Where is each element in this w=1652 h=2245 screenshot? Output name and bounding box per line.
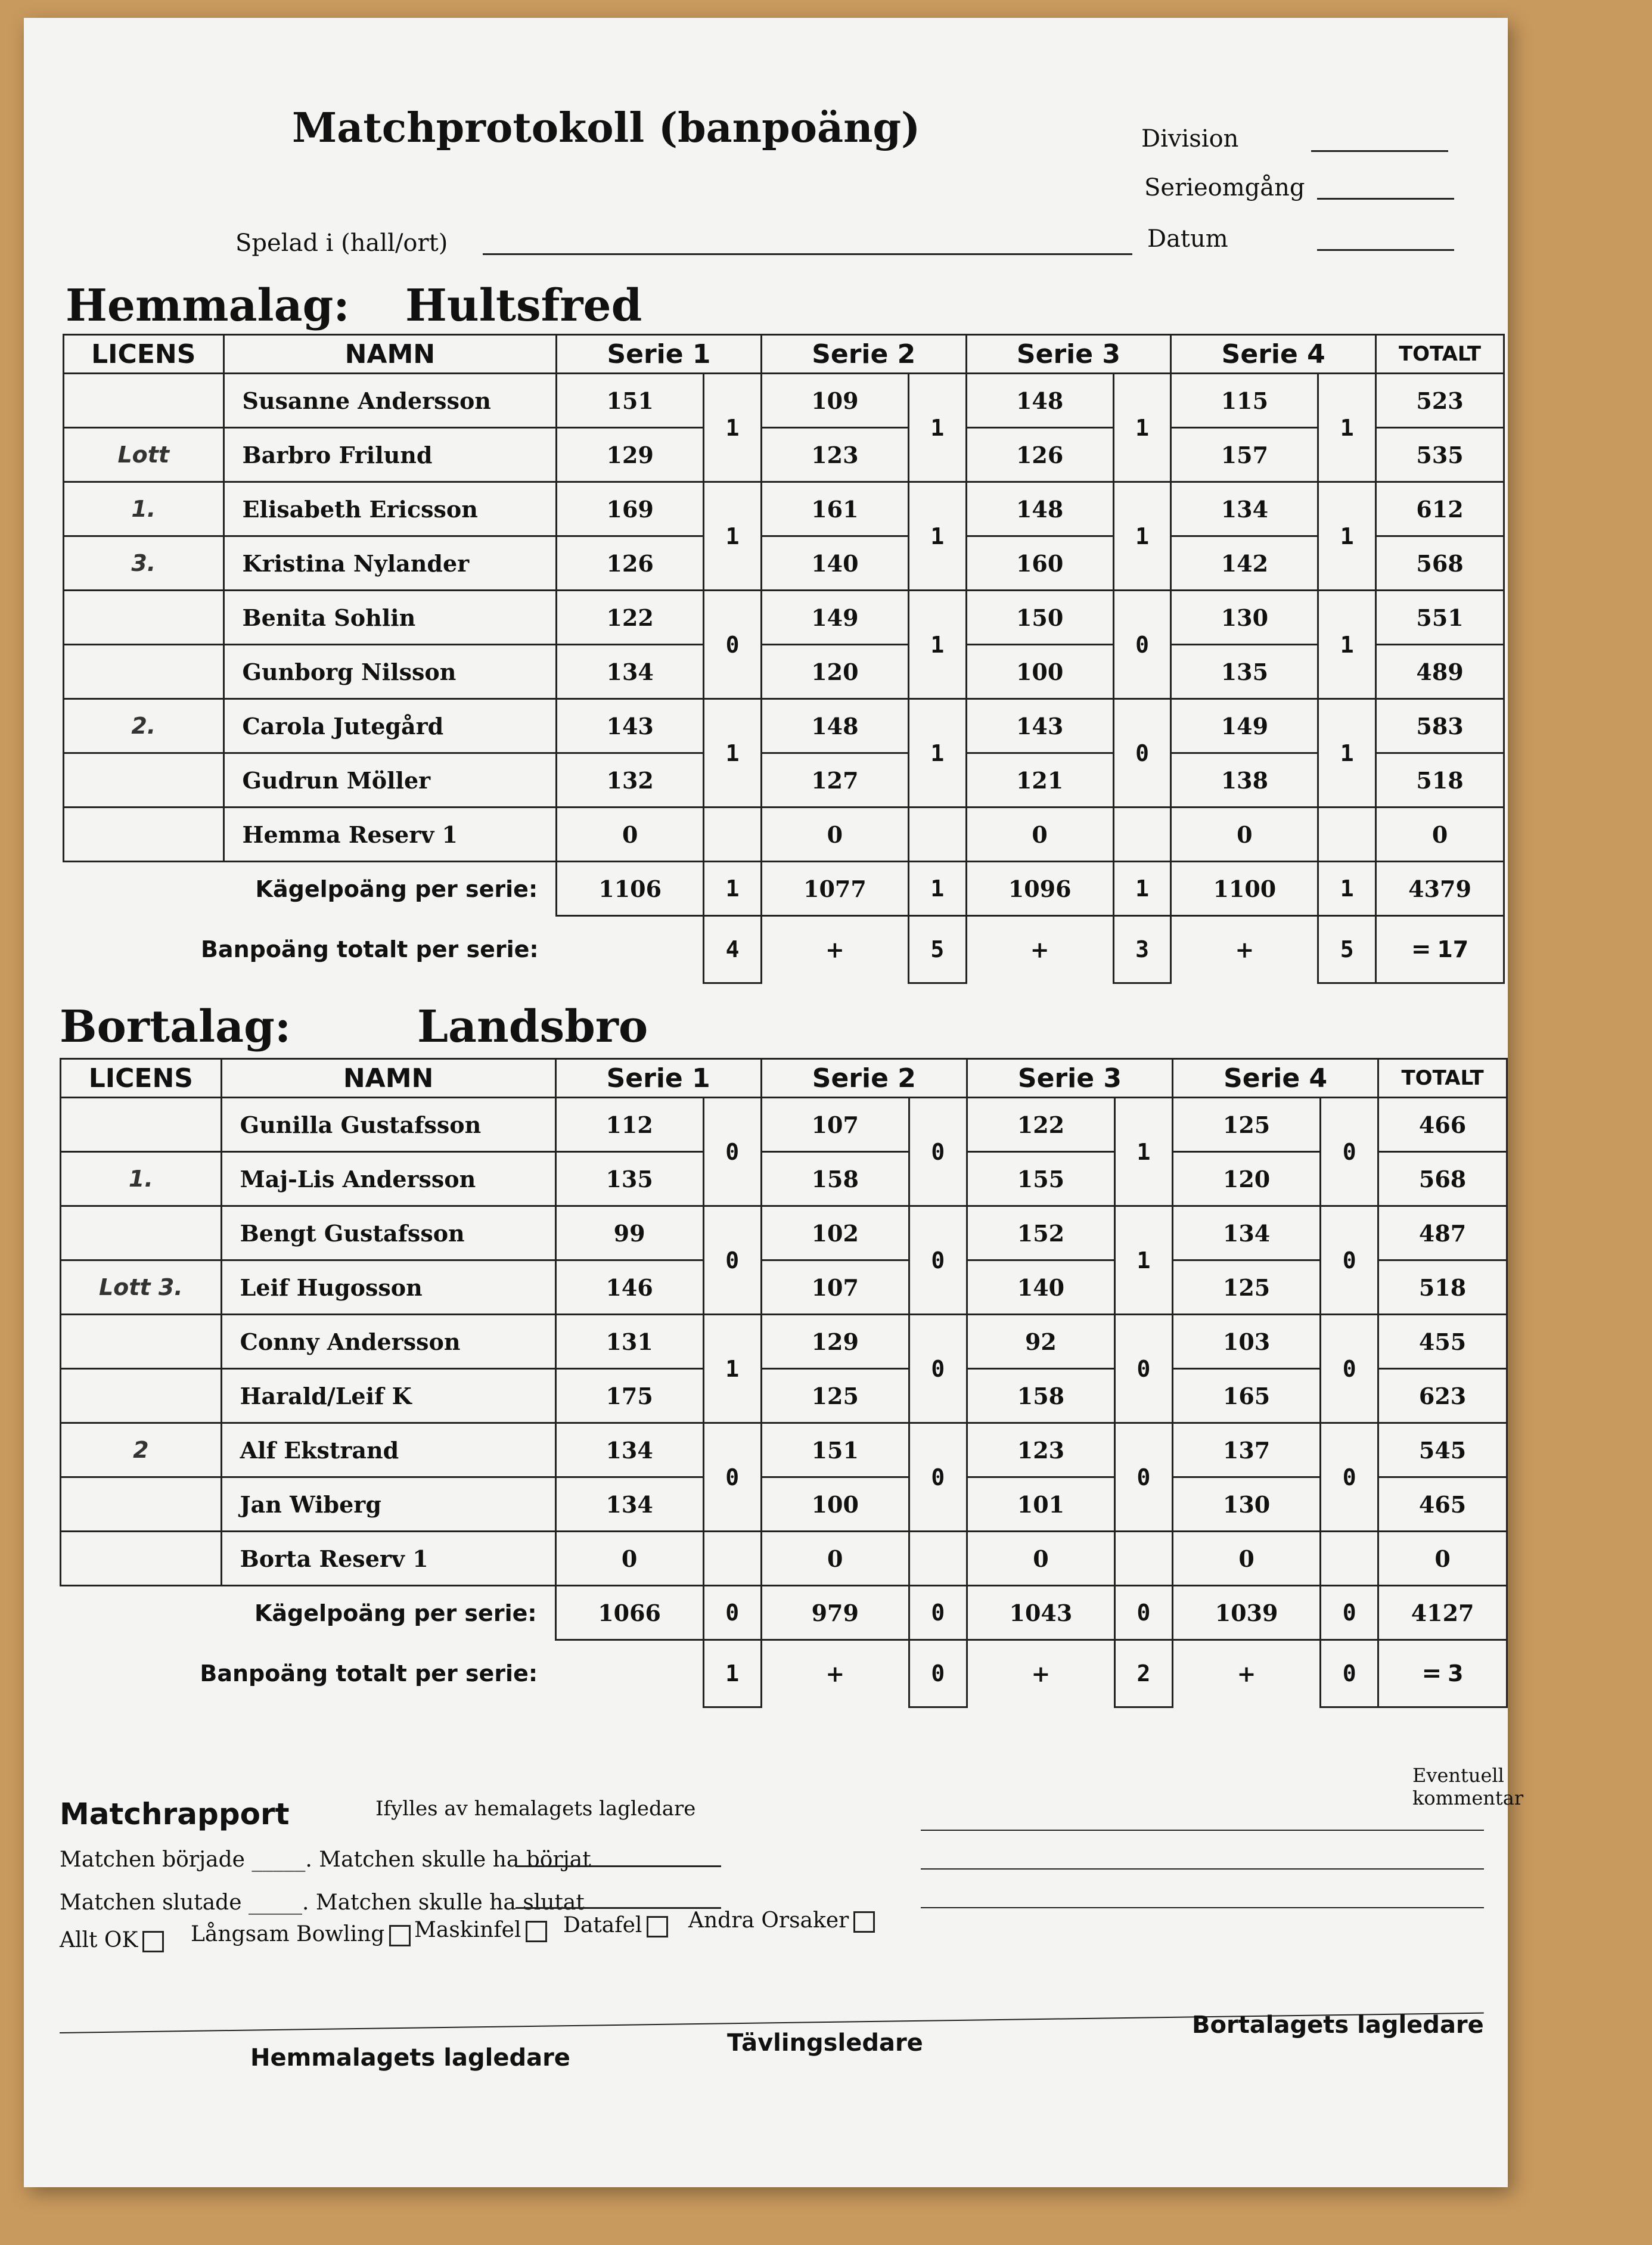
pair-point: 0	[1321, 1423, 1378, 1532]
pair-point: 0	[909, 1315, 967, 1423]
licens-cell[interactable]: Lott 3.	[61, 1260, 222, 1315]
serie-score: 115	[1171, 374, 1318, 428]
serie-score: 120	[761, 645, 908, 699]
kagel-sum: 1077	[761, 862, 908, 916]
ban-point: 5	[908, 916, 966, 983]
ended-label: Matchen slutade _____. Matchen skulle ha slutat	[60, 1890, 585, 1915]
licens-header: LICENS	[61, 1059, 222, 1098]
player-row	[61, 1260, 1507, 1315]
serie-4-header: Serie 4	[1173, 1059, 1378, 1098]
kagel-point: 0	[703, 1586, 761, 1640]
kagel-sum: 1106	[557, 862, 704, 916]
plus-sign: +	[825, 1660, 845, 1688]
check-andra-label: Andra Orsaker	[688, 1908, 849, 1933]
serie-score: 134	[557, 645, 704, 699]
serie-score: 131	[555, 1315, 703, 1369]
serie-score: 152	[967, 1206, 1114, 1260]
pair-point-empty	[1113, 808, 1171, 862]
ban-point: 4	[704, 916, 762, 983]
ban-spacer	[557, 916, 704, 983]
check-allt-ok[interactable]	[60, 1928, 164, 1952]
checkbox-icon[interactable]	[853, 1911, 875, 1933]
pair-point-empty	[703, 1532, 761, 1586]
player-total: 535	[1376, 428, 1504, 482]
comment-label: Eventuell kommentar	[1412, 1764, 1524, 1809]
pair-point: 1	[1318, 482, 1376, 591]
serie-score: 123	[967, 1423, 1114, 1477]
kagel-total: 4127	[1378, 1586, 1507, 1640]
serie-score: 158	[967, 1369, 1114, 1423]
pair-point: 1	[1113, 482, 1171, 591]
player-total: 466	[1378, 1098, 1507, 1152]
check-andra[interactable]	[688, 1908, 875, 1933]
serie-score: 122	[967, 1098, 1114, 1152]
kagel-sum: 1043	[967, 1586, 1114, 1640]
checkbox-icon[interactable]	[647, 1916, 668, 1937]
totalt-header: TOTALT	[1378, 1059, 1507, 1098]
serie-score: 134	[1171, 482, 1318, 536]
pair-point: 1	[908, 591, 966, 699]
pair-point: 0	[703, 1098, 761, 1206]
comment-line-3[interactable]	[921, 1907, 1484, 1908]
kagel-row	[61, 1586, 1507, 1640]
pair-point-empty	[908, 808, 966, 862]
player-total: 465	[1378, 1477, 1507, 1532]
pair-point: 1	[1114, 1098, 1172, 1206]
licens-header: LICENS	[64, 335, 224, 374]
player-row	[64, 808, 1504, 862]
serie-score: 122	[557, 591, 704, 645]
serie-score: 135	[555, 1152, 703, 1206]
kagel-point: 1	[1113, 862, 1171, 916]
plus-sign: +	[825, 936, 844, 964]
serie-score: 112	[555, 1098, 703, 1152]
datum-label: Datum	[1147, 225, 1228, 253]
pair-point-empty	[1321, 1532, 1378, 1586]
serie-score: 0	[966, 808, 1113, 862]
serie-score: 169	[557, 482, 704, 536]
pair-point: 1	[1318, 591, 1376, 699]
player-total: 523	[1376, 374, 1504, 428]
serie-score: 109	[761, 374, 908, 428]
pair-point: 1	[1318, 374, 1376, 482]
serie-score: 130	[1171, 591, 1318, 645]
serie-score: 160	[966, 536, 1113, 591]
licens-cell[interactable]: 2.	[64, 699, 224, 753]
pair-point: 1	[1318, 699, 1376, 808]
plus-sign: +	[1237, 1660, 1256, 1688]
pair-point: 1	[703, 1315, 761, 1423]
serie-2-header: Serie 2	[761, 335, 966, 374]
ban-total	[1378, 1640, 1507, 1707]
report-title: Matchrapport	[60, 1797, 290, 1831]
serieomgang-field[interactable]	[1317, 198, 1454, 200]
serie-score: 107	[761, 1098, 909, 1152]
player-total: 623	[1378, 1369, 1507, 1423]
pair-point-empty	[1114, 1532, 1172, 1586]
ban-label: Banpoäng totalt per serie:	[200, 1660, 538, 1687]
serie-score: 125	[1173, 1098, 1321, 1152]
pair-point-empty	[909, 1532, 967, 1586]
pair-point: 0	[703, 1206, 761, 1315]
kagel-label: Kägelpoäng per serie:	[255, 875, 538, 902]
player-name: Carola Jutegård	[223, 699, 557, 753]
started-label: Matchen började _____. Matchen skulle ha börjat	[60, 1847, 591, 1872]
check-maskinfel-label: Maskinfel	[414, 1918, 521, 1942]
player-row	[64, 374, 1504, 428]
ban-row	[61, 1640, 1507, 1707]
serie-score: 140	[967, 1260, 1114, 1315]
serie-score: 148	[966, 482, 1113, 536]
kagel-point: 0	[909, 1586, 967, 1640]
away-leader-label: Bortalagets lagledare	[1192, 2011, 1484, 2039]
checkbox-icon[interactable]	[142, 1931, 164, 1952]
kagel-point: 1	[704, 862, 762, 916]
pair-point: 1	[1114, 1206, 1172, 1315]
equals-sign: =	[1411, 936, 1431, 963]
pair-point: 1	[908, 699, 966, 808]
serie-3-header: Serie 3	[967, 1059, 1172, 1098]
pair-point: 0	[1113, 699, 1171, 808]
serie-score: 138	[1171, 753, 1318, 808]
check-datafel[interactable]	[563, 1913, 668, 1937]
serie-score: 149	[761, 591, 908, 645]
ban-point: 0	[909, 1640, 967, 1707]
player-row	[64, 428, 1504, 482]
player-row	[64, 536, 1504, 591]
ban-point: 0	[1321, 1640, 1378, 1707]
serie-score: 101	[967, 1477, 1114, 1532]
player-row	[61, 1206, 1507, 1260]
ban-point: 1	[703, 1640, 761, 1707]
player-row	[64, 482, 1504, 536]
serie-score: 99	[555, 1206, 703, 1260]
licens-cell[interactable]: Lott	[64, 428, 224, 482]
serie-score: 0	[557, 808, 704, 862]
serie-score: 0	[1171, 808, 1318, 862]
ban-total-value: 3	[1448, 1660, 1464, 1687]
away-team-name: Landsbro	[417, 1001, 648, 1052]
pair-point: 0	[909, 1098, 967, 1206]
player-row	[64, 753, 1504, 808]
serie-score: 142	[1171, 536, 1318, 591]
serie-score: 92	[967, 1315, 1114, 1369]
licens-cell[interactable]: 2	[61, 1423, 222, 1477]
serie-score: 103	[1173, 1315, 1321, 1369]
player-row	[61, 1098, 1507, 1152]
player-row	[64, 645, 1504, 699]
pair-point: 1	[704, 699, 762, 808]
datum-field[interactable]	[1317, 249, 1454, 251]
licens-cell[interactable]	[64, 374, 224, 428]
planned-start-field[interactable]	[516, 1865, 721, 1867]
serie-score: 130	[1173, 1477, 1321, 1532]
serie-score: 102	[761, 1206, 909, 1260]
player-name: Borta Reserv 1	[221, 1532, 555, 1586]
player-name: Alf Ekstrand	[221, 1423, 555, 1477]
pair-point: 0	[704, 591, 762, 699]
serie-score: 155	[967, 1152, 1114, 1206]
kagel-sum: 1096	[966, 862, 1113, 916]
serie-score: 134	[555, 1423, 703, 1477]
licens-cell[interactable]	[61, 1477, 222, 1532]
player-row	[64, 699, 1504, 753]
kagel-total: 4379	[1376, 862, 1504, 916]
player-name: Barbro Frilund	[223, 428, 557, 482]
licens-cell[interactable]	[64, 808, 224, 862]
plus-sign: +	[1030, 936, 1049, 964]
player-row	[61, 1315, 1507, 1369]
serie-score: 148	[966, 374, 1113, 428]
serie-score: 143	[966, 699, 1113, 753]
serie-score: 132	[557, 753, 704, 808]
player-name: Hemma Reserv 1	[223, 808, 557, 862]
serie-score: 161	[761, 482, 908, 536]
licens-cell[interactable]: 1.	[61, 1152, 222, 1206]
serie-4-header: Serie 4	[1171, 335, 1376, 374]
serie-score: 143	[557, 699, 704, 753]
serie-score: 134	[1173, 1206, 1321, 1260]
kagel-point: 0	[1321, 1586, 1378, 1640]
serie-score: 0	[761, 808, 908, 862]
player-name: Benita Sohlin	[223, 591, 557, 645]
player-row	[61, 1532, 1507, 1586]
namn-header: NAMN	[223, 335, 557, 374]
pair-point: 1	[908, 374, 966, 482]
player-name: Susanne Andersson	[223, 374, 557, 428]
pair-point: 0	[909, 1423, 967, 1532]
check-maskinfel[interactable]	[414, 1918, 547, 1942]
licens-cell[interactable]	[64, 591, 224, 645]
licens-cell[interactable]	[61, 1369, 222, 1423]
ban-total	[1376, 916, 1504, 983]
serie-score: 140	[761, 536, 908, 591]
pair-point: 1	[704, 482, 762, 591]
page-title: Matchprotokoll (banpoäng)	[292, 104, 921, 152]
player-name: Gudrun Möller	[223, 753, 557, 808]
serie-score: 158	[761, 1152, 909, 1206]
serie-score: 126	[966, 428, 1113, 482]
pair-point: 0	[1321, 1206, 1378, 1315]
away-team-label: Bortalag:	[60, 1001, 291, 1052]
player-total: 545	[1378, 1423, 1507, 1477]
serie-score: 127	[761, 753, 908, 808]
checkbox-icon[interactable]	[389, 1925, 411, 1946]
player-name: Elisabeth Ericsson	[223, 482, 557, 536]
serie-score: 0	[761, 1532, 909, 1586]
totalt-header: TOTALT	[1376, 335, 1504, 374]
check-datafel-label: Datafel	[563, 1913, 642, 1937]
pair-point: 0	[1114, 1315, 1172, 1423]
pair-point-empty	[704, 808, 762, 862]
pair-point: 1	[704, 374, 762, 482]
pair-point-empty	[1318, 808, 1376, 862]
serie-score: 126	[557, 536, 704, 591]
serie-score: 146	[555, 1260, 703, 1315]
player-row	[61, 1477, 1507, 1532]
serie-1-header: Serie 1	[557, 335, 762, 374]
plus-sign: +	[1031, 1660, 1051, 1688]
checkbox-icon[interactable]	[526, 1921, 547, 1942]
licens-cell[interactable]	[61, 1532, 222, 1586]
serie-score: 148	[761, 699, 908, 753]
ban-spacer	[555, 1640, 703, 1707]
serie-score: 0	[555, 1532, 703, 1586]
player-name: Leif Hugosson	[221, 1260, 555, 1315]
licens-cell[interactable]: 1.	[64, 482, 224, 536]
player-name: Kristina Nylander	[223, 536, 557, 591]
serie-score: 0	[1173, 1532, 1321, 1586]
player-total: 568	[1378, 1152, 1507, 1206]
away-score-table	[60, 1058, 1508, 1708]
plus-sign: +	[1235, 936, 1254, 964]
serie-score: 125	[1173, 1260, 1321, 1315]
player-name: Maj-Lis Andersson	[221, 1152, 555, 1206]
ban-total-value: 17	[1437, 936, 1469, 962]
serie-score: 129	[557, 428, 704, 482]
player-row	[61, 1369, 1507, 1423]
referee-label: Tävlingsledare	[727, 2029, 923, 2057]
player-row	[61, 1152, 1507, 1206]
pair-point: 0	[1321, 1315, 1378, 1423]
comment-line-1[interactable]	[921, 1830, 1484, 1831]
check-langsam-label: Långsam Bowling	[191, 1922, 385, 1946]
serie-score: 125	[761, 1369, 909, 1423]
player-total: 583	[1376, 699, 1504, 753]
check-allt-ok-label: Allt OK	[60, 1928, 138, 1952]
player-total: 0	[1376, 808, 1504, 862]
serie-score: 107	[761, 1260, 909, 1315]
namn-header: NAMN	[221, 1059, 555, 1098]
spelad-field[interactable]	[483, 253, 1132, 255]
serie-score: 100	[966, 645, 1113, 699]
kagel-sum: 1100	[1171, 862, 1318, 916]
spelad-label: Spelad i (hall/ort)	[235, 229, 448, 257]
player-total: 455	[1378, 1315, 1507, 1369]
pair-point: 0	[909, 1206, 967, 1315]
player-total: 568	[1376, 536, 1504, 591]
player-row	[61, 1423, 1507, 1477]
serie-score: 175	[555, 1369, 703, 1423]
ban-point: 2	[1114, 1640, 1172, 1707]
serie-score: 123	[761, 428, 908, 482]
player-name: Jan Wiberg	[221, 1477, 555, 1532]
serie-score: 121	[966, 753, 1113, 808]
player-total: 0	[1378, 1532, 1507, 1586]
equals-sign: =	[1421, 1660, 1442, 1687]
kagel-row	[64, 862, 1504, 916]
kagel-sum: 1066	[555, 1586, 703, 1640]
division-field[interactable]	[1311, 150, 1448, 152]
serie-score: 129	[761, 1315, 909, 1369]
licens-cell[interactable]	[61, 1206, 222, 1260]
kagel-label: Kägelpoäng per serie:	[254, 1600, 537, 1626]
ban-point: 5	[1318, 916, 1376, 983]
report-subtitle: Ifylles av hemalagets lagledare	[375, 1797, 696, 1821]
serie-2-header: Serie 2	[761, 1059, 967, 1098]
serieomgang-label: Serieomgång	[1144, 174, 1305, 201]
home-leader-label: Hemmalagets lagledare	[250, 2044, 570, 2072]
licens-cell[interactable]	[61, 1315, 222, 1369]
serie-score: 137	[1173, 1423, 1321, 1477]
player-name: Bengt Gustafsson	[221, 1206, 555, 1260]
home-score-table	[63, 334, 1505, 984]
serie-score: 100	[761, 1477, 909, 1532]
serie-1-header: Serie 1	[555, 1059, 761, 1098]
player-row	[64, 591, 1504, 645]
serie-score: 165	[1173, 1369, 1321, 1423]
pair-point: 0	[1114, 1423, 1172, 1532]
player-total: 518	[1378, 1260, 1507, 1315]
division-label: Division	[1141, 125, 1239, 153]
kagel-point: 0	[1114, 1586, 1172, 1640]
licens-cell[interactable]: 3.	[64, 536, 224, 591]
serie-score: 135	[1171, 645, 1318, 699]
kagel-point: 1	[1318, 862, 1376, 916]
kagel-point: 1	[908, 862, 966, 916]
home-team-label: Hemmalag:	[66, 280, 350, 331]
licens-cell[interactable]	[64, 753, 224, 808]
player-total: 518	[1376, 753, 1504, 808]
ban-label: Banpoäng totalt per serie:	[200, 936, 539, 962]
licens-cell[interactable]	[64, 645, 224, 699]
pair-point: 1	[908, 482, 966, 591]
player-name: Conny Andersson	[221, 1315, 555, 1369]
home-team-name: Hultsfred	[405, 280, 642, 331]
pair-point: 0	[1321, 1098, 1378, 1206]
pair-point: 0	[1113, 591, 1171, 699]
ban-row	[64, 916, 1504, 983]
player-total: 487	[1378, 1206, 1507, 1260]
player-name: Harald/Leif K	[221, 1369, 555, 1423]
player-total: 551	[1376, 591, 1504, 645]
serie-score: 150	[966, 591, 1113, 645]
protocol-sheet	[24, 18, 1524, 2187]
serie-3-header: Serie 3	[966, 335, 1171, 374]
comment-line-2[interactable]	[921, 1868, 1484, 1870]
player-name: Gunilla Gustafsson	[221, 1098, 555, 1152]
player-total: 612	[1376, 482, 1504, 536]
pair-point: 1	[1113, 374, 1171, 482]
player-total: 489	[1376, 645, 1504, 699]
kagel-sum: 1039	[1173, 1586, 1321, 1640]
licens-cell[interactable]	[61, 1098, 222, 1152]
pair-point: 0	[703, 1423, 761, 1532]
serie-score: 120	[1173, 1152, 1321, 1206]
serie-score: 0	[967, 1532, 1114, 1586]
serie-score: 134	[555, 1477, 703, 1532]
serie-score: 157	[1171, 428, 1318, 482]
player-name: Gunborg Nilsson	[223, 645, 557, 699]
serie-score: 151	[557, 374, 704, 428]
ban-point: 3	[1113, 916, 1171, 983]
kagel-sum: 979	[761, 1586, 909, 1640]
serie-score: 151	[761, 1423, 909, 1477]
check-langsam[interactable]	[191, 1922, 411, 1946]
serie-score: 149	[1171, 699, 1318, 753]
